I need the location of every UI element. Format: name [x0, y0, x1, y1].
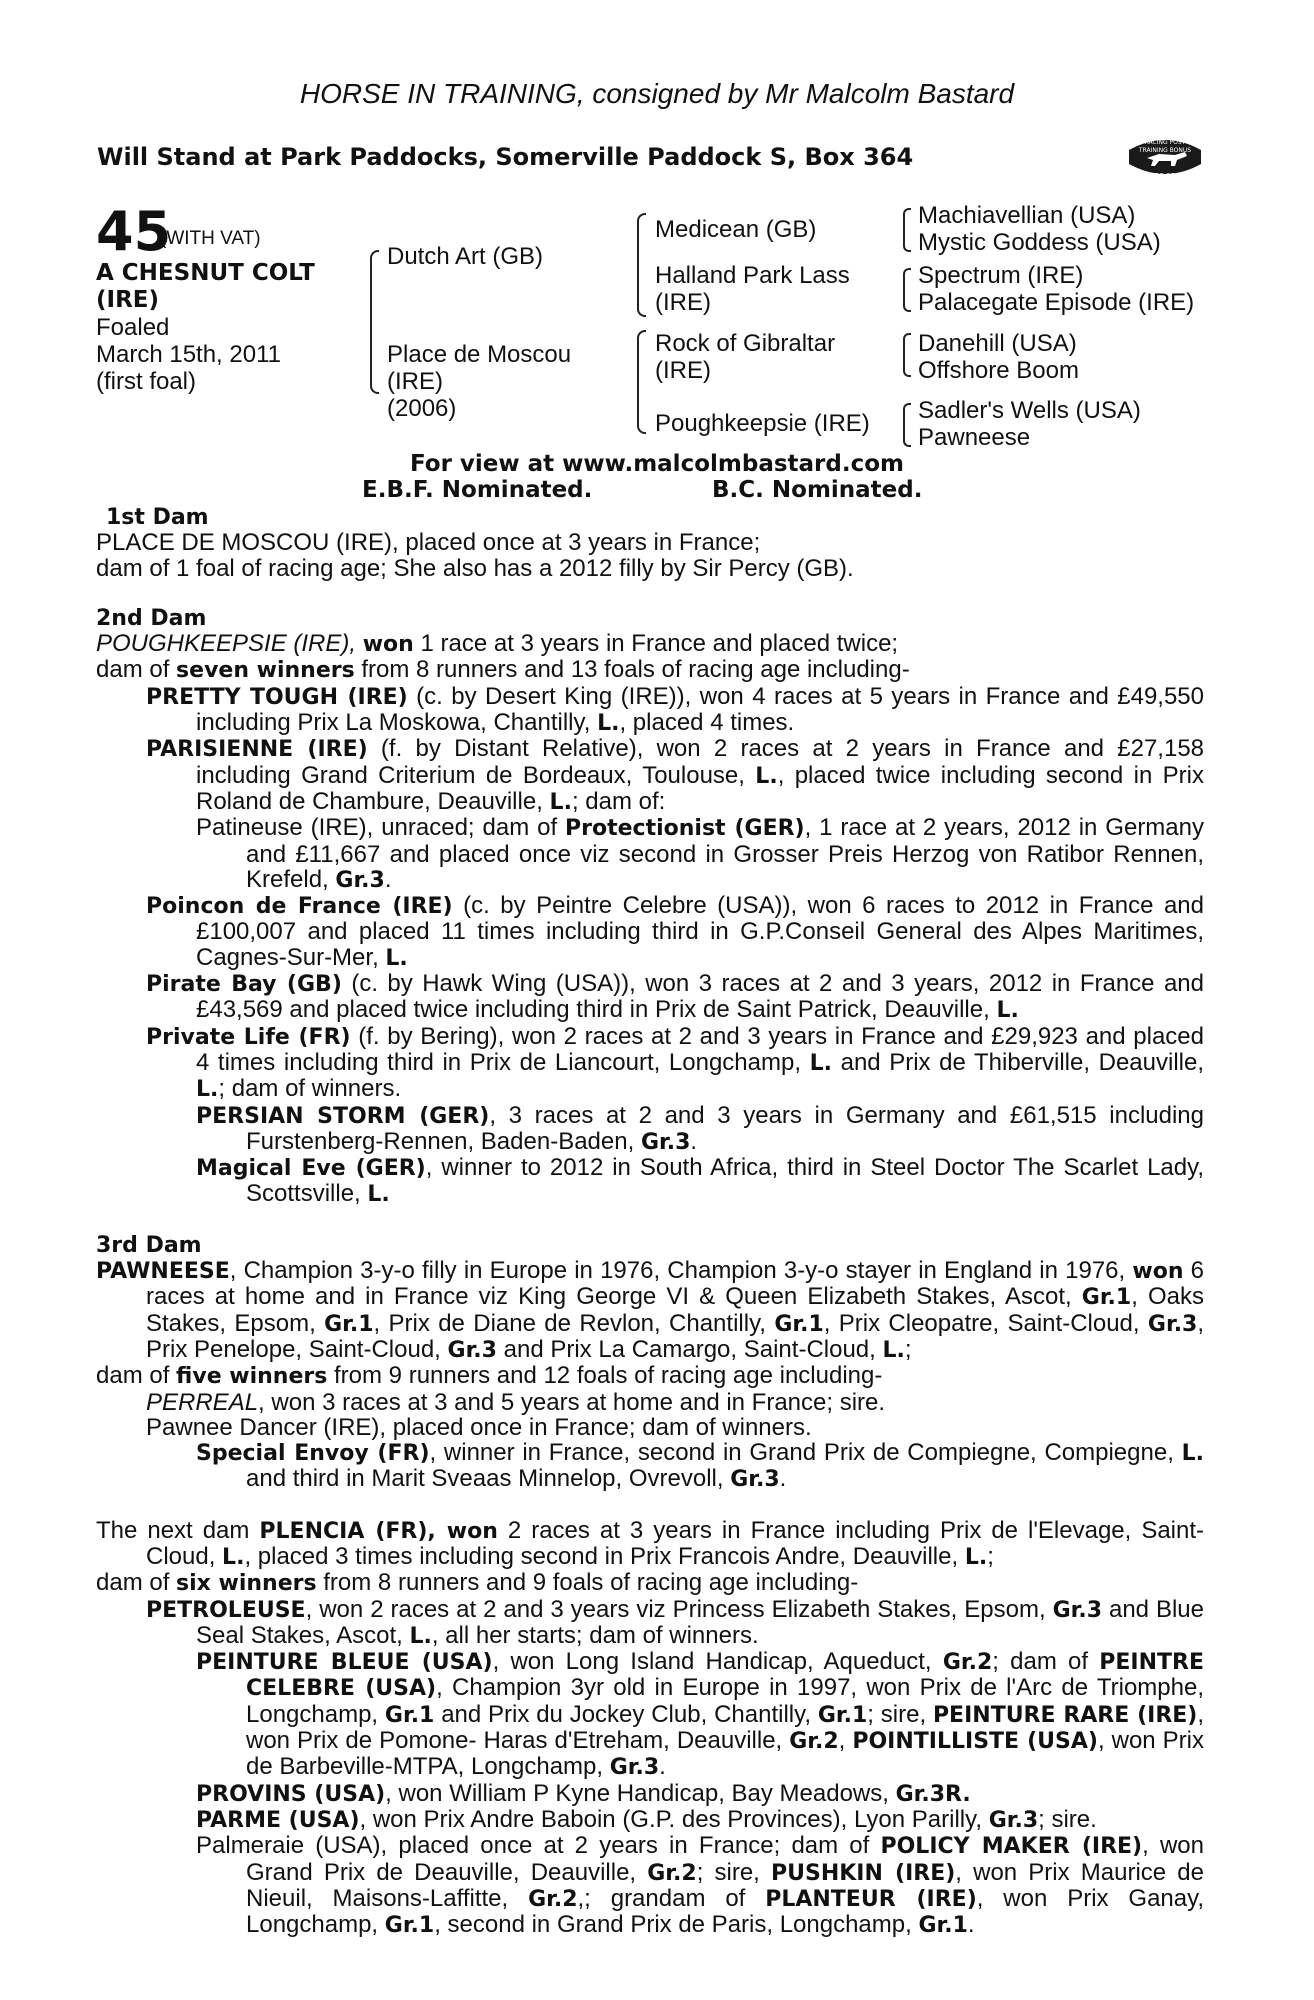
badge-line2: TRAINING BONUS [1138, 147, 1192, 154]
catalogue-title: HORSE IN TRAINING, consigned by Mr Malcolm Bastard [299, 78, 1015, 109]
badge-line3: £10,000 [1150, 172, 1180, 180]
ancestor-5: Danehill (USA) [918, 330, 1077, 357]
dam-line3: (2006) [387, 395, 457, 422]
first-dam-heading: 1st Dam [106, 505, 209, 530]
dam-dam: Poughkeepsie (IRE) [655, 410, 870, 437]
ancestor-3: Spectrum (IRE) [918, 262, 1084, 289]
ebf-nominated: E.B.F. Nominated. [362, 477, 593, 503]
produce-provins: PROVINS (USA), won William P Kyne Handicap, Bay Meadows, Gr.3R. [196, 1779, 971, 1807]
dam-line2: (IRE) [387, 368, 443, 395]
brace-g12 [903, 208, 911, 252]
next-dam-produce: dam of six winners from 8 runners and 9 foals of racing age including- [96, 1569, 859, 1597]
sire-dam-line1: Halland Park Lass [655, 262, 850, 289]
produce-palmeraie: Palmeraie (USA), placed once at 2 years in France; dam of POLICY MAKER (IRE), won Grand Prix de Deauville, Deauville, Gr.2; sire, PUSHKIN (IRE), won Prix Maurice de Nieuil, Maisons-Laffitte, Gr.2,; grandam of PLANTEUR (IRE), won Prix Ganay, Longchamp, Gr.1, second in Grand Prix de Paris, Longchamp, Gr.1. [196, 1832, 1204, 1939]
brace-g78 [903, 403, 911, 447]
produce-parme: PARME (USA), won Prix Andre Baboin (G.P. des Provinces), Lyon Parilly, Gr.3; sire. [196, 1805, 1097, 1833]
first-dam-line2: dam of 1 foal of racing age; She also has a 2012 filly by Sir Percy (GB). [96, 554, 854, 582]
dam-sire-line1: Rock of Gibraltar [655, 330, 836, 357]
lot-number: 45 [96, 200, 172, 263]
ancestor-6: Offshore Boom [918, 357, 1079, 384]
produce-parisienne: PARISIENNE (IRE) (f. by Distant Relative), won 2 races at 2 years in France and £27,158 including Grand Criterium de Bordeaux, Toulouse, L., placed twice including second in Prix Roland de Chambure, Deauville, L.; dam of: [146, 735, 1205, 815]
next-dam-record: The next dam PLENCIA (FR), won 2 races at 3 years in France including Prix de l'Elevage, Saint-Cloud, L., placed 3 times including second in Prix Francois Andre, Deauville, L.; [96, 1516, 1205, 1570]
brace-g34 [903, 268, 911, 312]
produce-pirate-bay: Pirate Bay (GB) (c. by Hawk Wing (USA)), won 3 races at 2 and 3 years, 2012 in France and £43,569 and placed twice including third in Prix de Saint Patrick, Deauville, L. [146, 970, 1205, 1024]
produce-pretty-tough: PRETTY TOUGH (IRE) (c. by Desert King (IRE)), won 4 races at 5 years in France and £49,550 including Prix La Moskowa, Chantilly, L., placed 4 times. [146, 682, 1205, 737]
foaled-date: March 15th, 2011 [96, 341, 282, 368]
ancestor-7: Sadler's Wells (USA) [918, 397, 1141, 424]
produce-patineuse: Patineuse (IRE), unraced; dam of Protectionist (GER), 1 race at 2 years, 2012 in Germany and £11,667 and placed once viz second in Grosser Preis Herzog von Ratibor Rennen, Krefeld, Gr.3. [196, 814, 1204, 893]
ancestor-8: Pawneese [918, 424, 1031, 451]
produce-perreal: PERREAL, won 3 races at 3 and 5 years at home and in France; sire. [146, 1388, 886, 1416]
ancestor-1: Machiavellian (USA) [918, 202, 1136, 229]
third-dam-record: PAWNEESE, Champion 3-y-o filly in Europe in 1976, Champion 3-y-o stayer in England in 1976, won 6 races at home and in France viz King George VI & Queen Elizabeth Stakes, Ascot, Gr.1, Oaks Stakes, Epsom, Gr.1, Prix de Diane de Revlon, Chantilly, Gr.1, Prix Cleopatre, Saint-Cloud, Gr.3, Prix Penelope, Saint-Cloud, Gr.3 and Prix La Camargo, Saint-Cloud, L.; [96, 1257, 1205, 1363]
produce-private-life: Private Life (FR) (f. by Bering), won 2 races at 2 and 3 years in France and £29,923 and placed 4 times including third in Prix de Liancourt, Longchamp, L. and Prix de Thiberville, Deauville, L.; dam of winners. [146, 1022, 1205, 1103]
stand-location: Will Stand at Park Paddocks, Somerville Paddock S, Box 364 [97, 143, 914, 171]
dam-line1: Place de Moscou [387, 341, 572, 368]
first-dam-line1: PLACE DE MOSCOU (IRE), placed once at 3 years in France; [96, 529, 761, 557]
lot-vat: (WITH VAT) [160, 228, 261, 249]
second-dam-heading: 2nd Dam [96, 605, 207, 631]
produce-persian-storm: PERSIAN STORM (GER), 3 races at 2 and 3 years in Germany and £61,515 including Furstenberg-Rennen, Baden-Baden, Gr.3. [196, 1101, 1204, 1155]
ancestor-2: Mystic Goddess (USA) [918, 229, 1161, 256]
second-dam-intro: POUGHKEEPSIE (IRE), won 1 race at 3 years in France and placed twice; [96, 630, 899, 658]
second-dam-produce: dam of seven winners from 8 runners and 13 foals of racing age including- [96, 656, 910, 684]
foaled-label: Foaled [96, 314, 170, 341]
badge-line1: RACING POST [1144, 139, 1186, 146]
horse-description: A CHESNUT COLT [96, 260, 315, 286]
brace-sire [637, 213, 646, 317]
produce-pawnee-dancer: Pawnee Dancer (IRE), placed once in France; dam of winners. [146, 1413, 812, 1441]
dam-sire-line2: (IRE) [655, 357, 711, 384]
sire-dam-line2: (IRE) [655, 289, 711, 316]
produce-petroleuse: PETROLEUSE, won 2 races at 2 and 3 years viz Princess Elizabeth Stakes, Epsom, Gr.3 and Blue Seal Stakes, Ascot, L., all her starts; dam of winners. [146, 1595, 1204, 1649]
produce-peinture-bleue: PEINTURE BLEUE (USA), won Long Island Handicap, Aqueduct, Gr.2; dam of PEINTRE CELEBRE (USA), Champion 3yr old in Europe in 1997, won Prix de l'Arc de Triomphe, Longchamp, Gr.1 and Prix du Jockey Club, Chantilly, Gr.1; sire, PEINTURE RARE (IRE), won Prix de Pomone- Haras d'Etreham, Deauville, Gr.2, POINTILLISTE (USA), won Prix de Barbeville-MTPA, Longchamp, Gr.3. [196, 1648, 1205, 1781]
sire-sire: Medicean (GB) [655, 216, 817, 243]
training-bonus-badge [1125, 128, 1205, 186]
brace-g56 [903, 333, 911, 377]
horse-country: (IRE) [96, 287, 160, 313]
produce-poincon-de-france: Poincon de France (IRE) (c. by Peintre Celebre (USA)), won 6 races to 2012 in France and £100,007 and placed 11 times including third in G.P.Conseil General des Alpes Maritimes, Cagnes-Sur-Mer, L. [146, 892, 1204, 971]
brace-gen1 [370, 250, 379, 394]
bc-nominated: B.C. Nominated. [712, 477, 923, 503]
ancestor-4: Palacegate Episode (IRE) [918, 289, 1195, 316]
third-dam-heading: 3rd Dam [96, 1232, 202, 1258]
foal-note: (first foal) [96, 368, 197, 395]
third-dam-produce: dam of five winners from 9 runners and 12 foals of racing age including- [96, 1362, 883, 1390]
produce-special-envoy: Special Envoy (FR), winner in France, second in Grand Prix de Compiegne, Compiegne, L. and third in Marit Sveaas Minnelop, Ovrevoll, Gr.3. [196, 1439, 1204, 1493]
family-details [96, 505, 1204, 1938]
view-line: For view at www.malcolmbastard.com [410, 451, 904, 477]
brace-dam [637, 330, 646, 434]
sire: Dutch Art (GB) [387, 243, 544, 270]
produce-magical-eve: Magical Eve (GER), winner to 2012 in South Africa, third in Steel Doctor The Scarlet Lady, Scottsville, L. [196, 1154, 1204, 1208]
